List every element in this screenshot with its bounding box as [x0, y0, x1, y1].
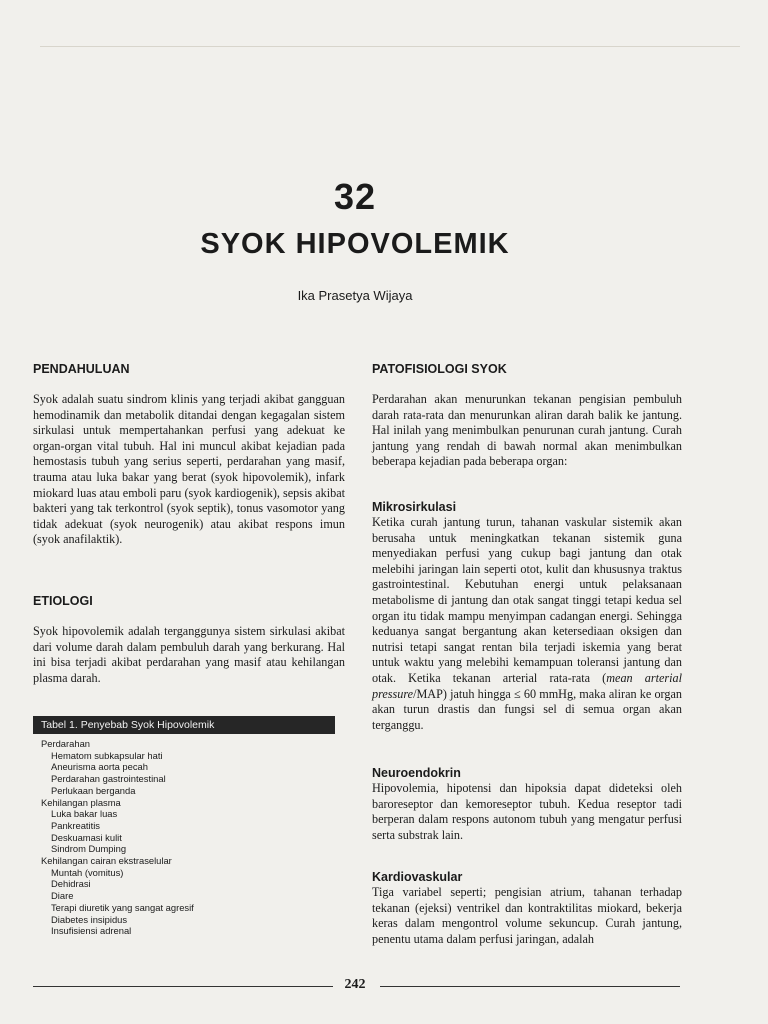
- chapter-author: Ika Prasetya Wijaya: [297, 288, 413, 303]
- table-item: Pankreatitis: [51, 819, 100, 831]
- table-item: Muntah (vomitus): [51, 866, 124, 878]
- section-heading-etiologi: ETIOLOGI: [33, 594, 93, 608]
- patofisiologi-section: [372, 362, 682, 376]
- mikrosirkulasi-text-2: /MAP) jatuh hingga ≤ 60 mmHg, maka aliran ke organ akan turun drastis dan fungsi sel di semua organ akan terganggu.: [372, 686, 682, 732]
- mikrosirkulasi-italic-term: mean arterial pressure: [372, 670, 683, 701]
- table-item: Luka bakar luas: [51, 808, 118, 820]
- etiologi-body: [33, 624, 345, 686]
- mikrosirkulasi-text-1: Ketika curah jantung turun, tahanan vaskular sistemik akan berusaha untuk meningkatkan tekanan sistemik guna menyediakan perfusi yang cukup bagi jantung dan otak melebihi jaringan lain seperti otot, kulit dan khususnya traktus gastrointestinal. Kebutuhan energi untuk pelaksanaan metabolisme di jantung dan otak sangat tinggi tetapi kedua sel organ itu tidak mampu menyimpan cadangan energi. Sehingga keduanya sangat bergantung akan ketersediaan oksigen dan nutrisi tetapi sangat rentan bila terjadi iskemia yang berat untuk waktu yang melebihi kemampuan toleransi jantung dan otak. Ketika tekanan arterial rata-rata (: [372, 515, 682, 685]
- neuroendokrin-paragraph: Hipovolemia, hipotensi dan hipoksia dapat dideteksi oleh baroreseptor dan kemoreseptor tubuh. Kedua reseptor tadi berperan dalam respons autonom tubuh yang mengatur perfusi serta substrak lain.: [372, 781, 682, 842]
- mikrosirkulasi-paragraph: [372, 515, 682, 733]
- section-heading-patofisiologi: PATOFISIOLOGI SYOK: [372, 362, 507, 376]
- table-item: Terapi diuretik yang sangat agresif: [51, 901, 194, 913]
- table-item: Deskuamasi kulit: [51, 831, 122, 843]
- subheading-kardiovaskular: Kardiovaskular: [372, 870, 463, 884]
- page-number: 242: [344, 977, 366, 992]
- table-group-label: Kehilangan plasma: [41, 796, 121, 808]
- subheading-mikrosirkulasi: Mikrosirkulasi: [372, 500, 457, 514]
- subheading-neuroendokrin: Neuroendokrin: [372, 766, 461, 780]
- mikrosirkulasi-body: [372, 515, 682, 733]
- chapter-number: 32: [333, 176, 377, 217]
- etiologi-section: [33, 594, 345, 608]
- section-heading-pendahuluan: PENDAHULUAN: [33, 362, 130, 376]
- table-item: Hematom subkapsular hati: [51, 749, 163, 761]
- neuroendokrin-section: [372, 766, 682, 780]
- table-list: [33, 738, 335, 937]
- kardiovaskular-body: [372, 885, 682, 947]
- neuroendokrin-body: [372, 781, 682, 843]
- table-item: Perdarahan gastrointestinal: [51, 773, 166, 785]
- table-item: Insufisiensi adrenal: [51, 925, 132, 937]
- pendahuluan-body: [33, 392, 345, 548]
- kardiovaskular-section: [372, 870, 682, 884]
- patofisiologi-paragraph: Perdarahan akan menurunkan tekanan pengisian pembuluh darah rata-rata dan menurunkan aliran darah balik ke jantung. Hal inilah yang menimbulkan penurunan curah jantung. Curah jantung yang rendah di bawah normal akan menimbulkan beberapa kejadian pada beberapa organ:: [372, 392, 682, 469]
- table-title: Tabel 1. Penyebab Syok Hipovolemik: [33, 716, 335, 734]
- header-rule: [40, 46, 740, 47]
- etiologi-paragraph: Syok hipovolemik adalah terganggunya sistem sirkulasi akibat dari volume darah dalam pembuluh darah yang berkurang. Hal ini bisa terjadi akibat perdarahan yang masif atau kehilangan plasma darah.: [33, 624, 345, 685]
- table-item: Dehidrasi: [51, 878, 91, 890]
- table-item: Sindrom Dumping: [51, 843, 127, 855]
- table-item: Diabetes insipidus: [51, 913, 128, 925]
- table-item: Perlukaan berganda: [51, 784, 136, 796]
- table-group-label: Kehilangan cairan ekstraselular: [41, 855, 172, 867]
- patofisiologi-body: [372, 392, 682, 470]
- table-group-label: Perdarahan: [41, 738, 90, 749]
- kardiovaskular-paragraph: Tiga variabel seperti; pengisian atrium, tahanan terhadap tekanan (ejeksi) ventrikel dan kontraktilitas miokard, bekerja keras dalam mengontrol volume sekuncup. Curah jantung, penentu utama dalam perfusi jaringan, adalah: [372, 885, 682, 946]
- pendahuluan-paragraph: Syok adalah suatu sindrom klinis yang terjadi akibat gangguan hemodinamik dan metabolik ditandai dengan kegagalan sistem sirkulasi untuk mempertahankan perfusi yang adekuat ke organ-organ vital tubuh. Hal ini muncul akibat kejadian pada hemostasis tubuh yang serius seperti, perdarahan yang masif, trauma atau luka bakar yang berat (syok hipovolemik), infark miokard luas atau emboli paru (syok kardiogenik), sepsis akibat bakteri yang tak terkontrol (syok septik), tonus vasomotor yang tidak adekuat (syok neurogenik) atau akibat respons imun (syok anafilaktik).: [33, 392, 345, 547]
- table-item: Diare: [51, 890, 74, 902]
- pendahuluan-section: [33, 362, 345, 376]
- chapter-title: SYOK HIPOVOLEMIK: [200, 228, 510, 260]
- causes-table: [33, 716, 335, 937]
- table-item: Aneurisma aorta pecah: [51, 761, 148, 773]
- mikrosirkulasi-section: [372, 500, 682, 514]
